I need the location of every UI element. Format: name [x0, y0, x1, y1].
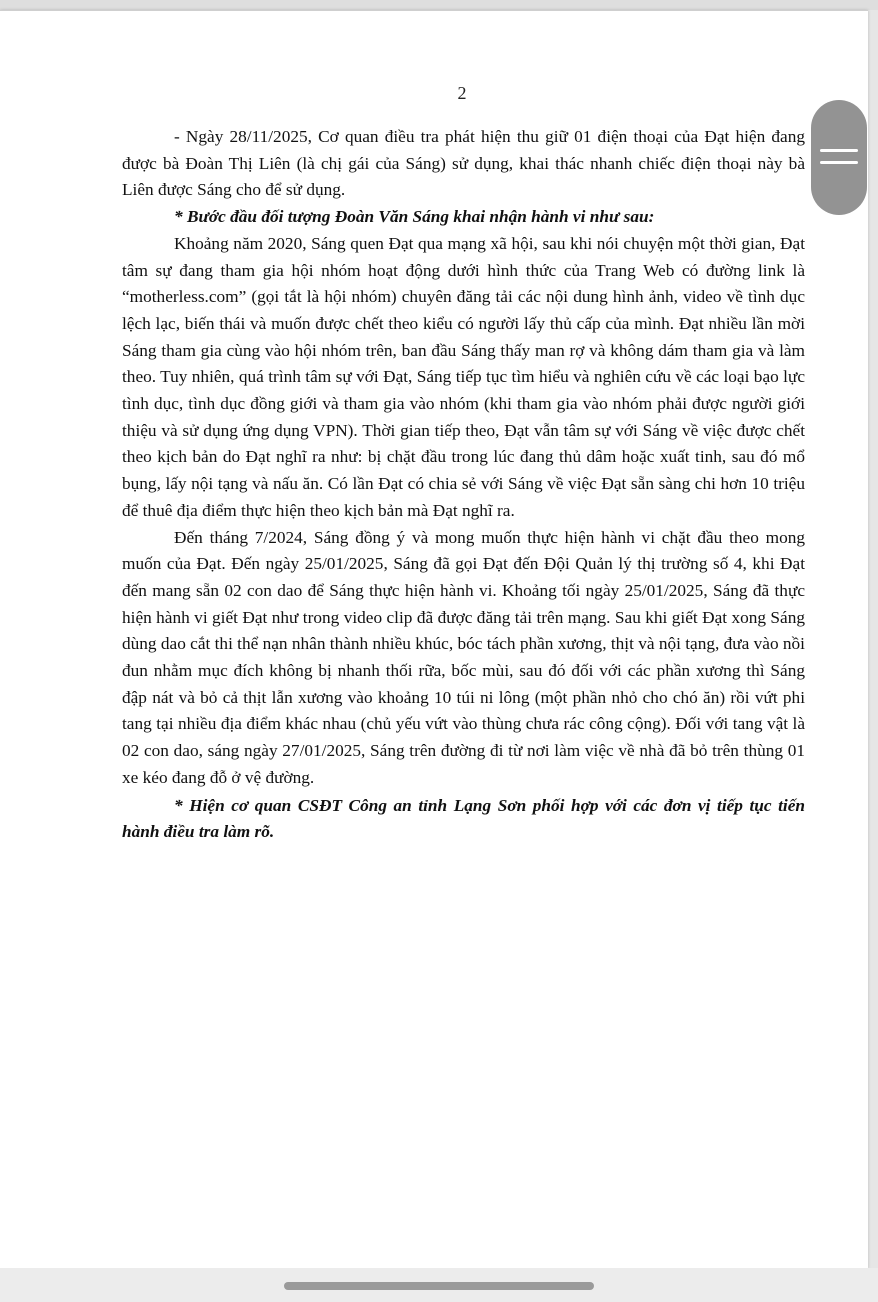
viewer-top-strip — [0, 0, 878, 10]
drag-handle-icon[interactable] — [811, 100, 867, 215]
grip-line-top — [820, 149, 858, 152]
page-number: 2 — [457, 83, 467, 103]
home-indicator-bar[interactable] — [284, 1282, 594, 1290]
closing-note: * Hiện cơ quan CSĐT Công an tỉnh Lạng Sơn phối hợp với các đơn vị tiếp tục tiến hành điều tra làm rõ. — [122, 795, 805, 842]
section-heading-confession: * Bước đầu đối tượng Đoàn Văn Sáng khai nhận hành vi như sau: — [174, 207, 655, 227]
document-page[interactable] — [0, 10, 868, 1269]
document-body — [122, 124, 805, 846]
paragraph-seizure: - Ngày 28/11/2025, Cơ quan điều tra phát hiện thu giữ 01 điện thoại của Đạt hiện đang được bà Đoàn Thị Liên (là chị gái của Sáng) sử dụng, khai thác nhanh chiếc điện thoại này bà Liên được Sáng cho để sử dụng. — [122, 127, 805, 200]
paragraph-events: Đến tháng 7/2024, Sáng đồng ý và mong muốn thực hiện hành vi chặt đầu theo mong muốn của Đạt. Đến ngày 25/01/2025, Sáng đã gọi Đạt đến Đội Quản lý thị trường số 4, khi Đạt đến mang sẵn 02 con dao để Sáng thực hiện hành vi. Khoảng tối ngày 25/01/2025, Sáng đã thực hiện hành vi giết Đạt như trong video clip đã được đăng tải trên mạng. Sau khi giết Đạt xong Sáng dùng dao cắt thi thể nạn nhân thành nhiều khúc, bóc tách phần xương, thịt và nội tạng, đưa vào nồi đun nhằm mục đích không bị nhanh thối rữa, bốc mùi, sau đó đối với các phần xương thì Sáng đập nát và bỏ cả thịt lẫn xương vào khoảng 10 túi ni lông (một phần nhỏ cho chó ăn) rồi vứt phi tang tại nhiều địa điểm khác nhau (chủ yếu vứt vào thùng chưa rác công cộng). Đối với tang vật là 02 con dao, sáng ngày 27/01/2025, Sáng trên đường đi từ nơi làm việc về nhà đã bỏ trên thùng 01 xe kéo đang đỗ ở vệ đường. — [122, 527, 805, 787]
grip-line-bottom — [820, 161, 858, 164]
paragraph-background: Khoảng năm 2020, Sáng quen Đạt qua mạng xã hội, sau khi nói chuyện một thời gian, Đạt tâm sự đang tham gia hội nhóm hoạt động dưới hình thức của Trang Web có đường link là “motherless.com” (gọi tắt là hội nhóm) chuyên đăng tải các nội dung hình ảnh, video về tình dục lệch lạc, biến thái và muốn được chết theo kiểu có người lấy thủ cấp của mình. Đạt nhiều lần mời Sáng tham gia cùng vào hội nhóm trên, ban đầu Sáng thấy man rợ và không dám tham gia và làm theo. Tuy nhiên, quá trình tâm sự với Đạt, Sáng tiếp tục tìm hiểu và nghiên cứu về các loại bạo lực tình dục, tình dục đồng giới và tham gia vào nhóm (khi tham gia vào nhóm phải được người giới thiệu và sử dụng ứng dụng VPN). Thời gian tiếp theo, Đạt vẫn tâm sự với Sáng về việc được chết theo kịch bản do Đạt nghĩ ra như: bị chặt đầu trong lúc đang thủ dâm hoặc xuất tinh, sau đó mổ bụng, lấy nội tạng và nấu ăn. Có lần Đạt có chia sẻ với Sáng về việc Đạt sẵn sàng chi hơn 10 triệu để thuê địa điểm thực hiện theo kịch bản mà Đạt nghĩ ra. — [122, 233, 805, 520]
